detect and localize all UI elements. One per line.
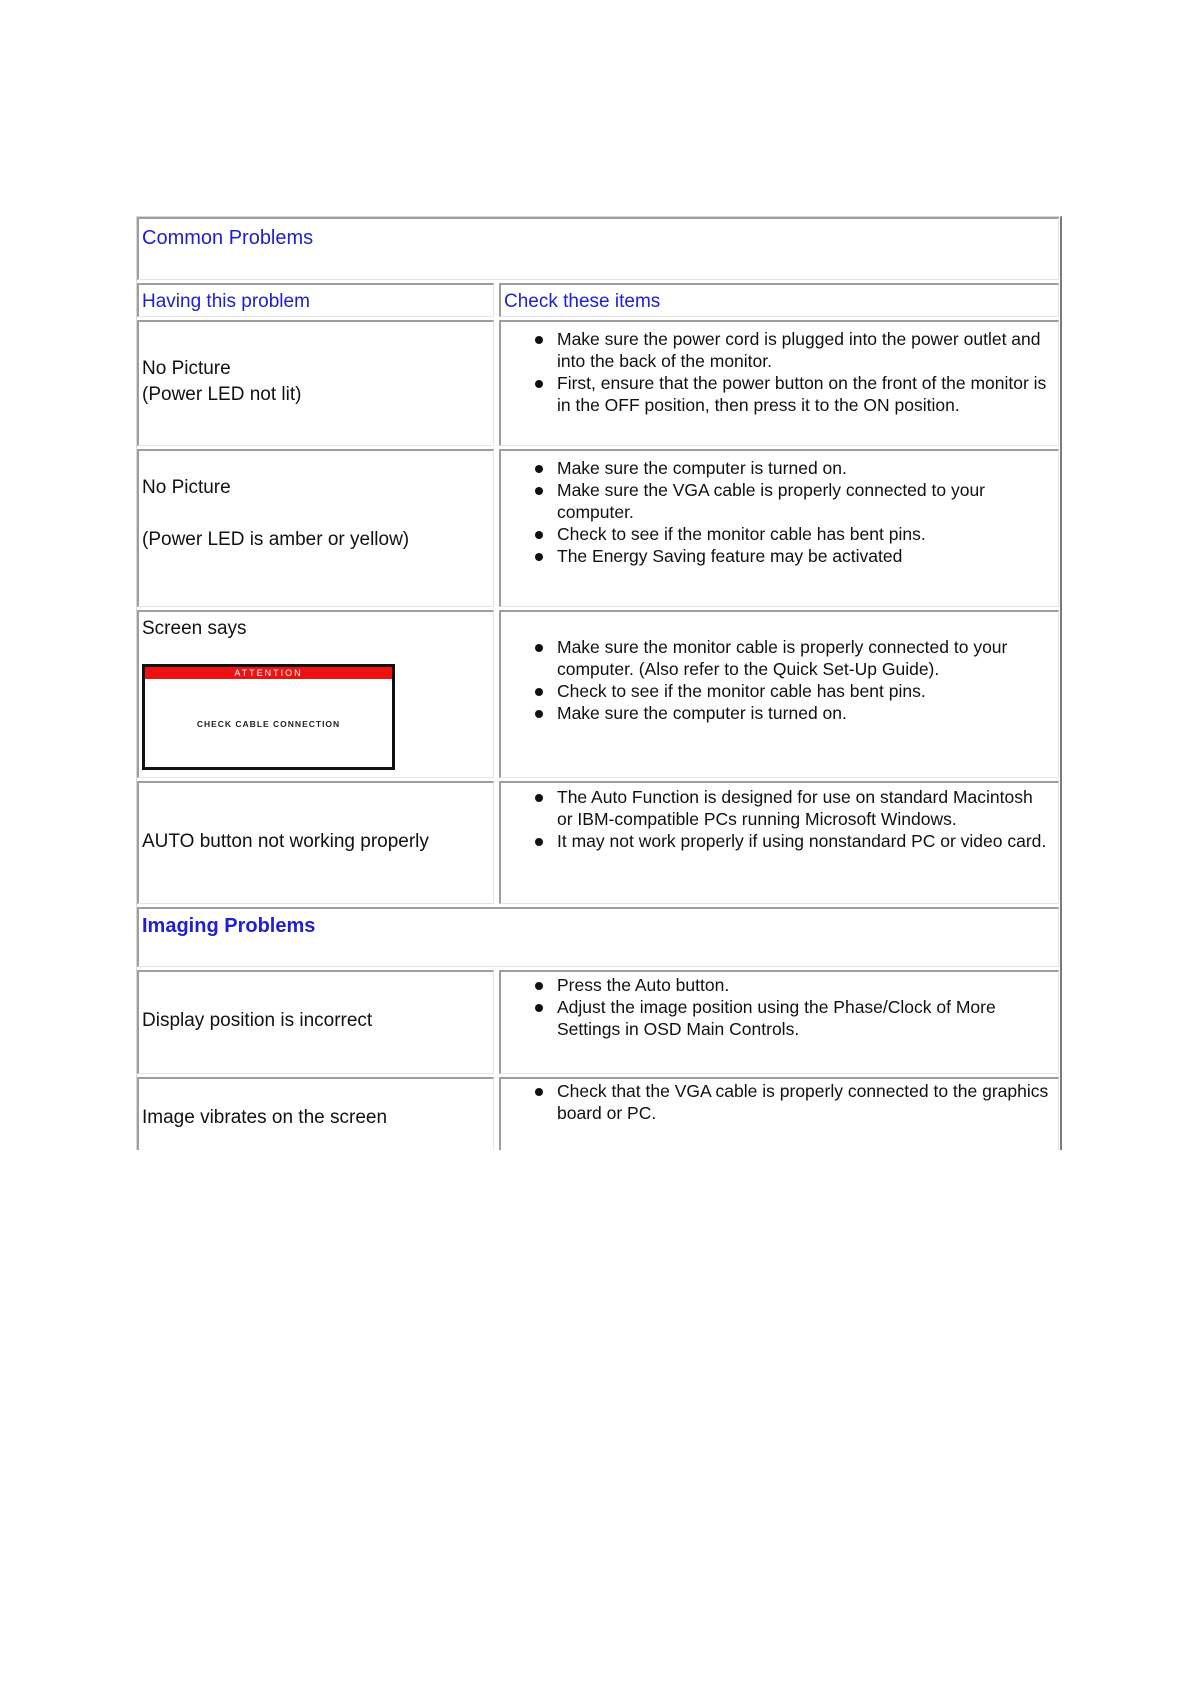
list-item bbox=[501, 680, 1058, 702]
bullet-icon bbox=[535, 487, 543, 495]
check-cell-image-vibrates bbox=[499, 1077, 1059, 1150]
list-item-text: Check to see if the monitor cable has bent pins. bbox=[557, 524, 926, 544]
list-item bbox=[501, 996, 1058, 1040]
bullet-icon bbox=[535, 336, 543, 344]
section-header-imaging bbox=[137, 907, 1059, 967]
column-header-problem-label: Having this problem bbox=[142, 291, 310, 312]
list-item-text: First, ensure that the power button on the front of the monitor is in the OFF position, then press it to the ON position. bbox=[557, 373, 1047, 415]
problem-text: Screen says bbox=[142, 618, 247, 639]
list-item-text: Check that the VGA cable is properly connected to the graphics board or PC. bbox=[557, 1081, 1049, 1123]
column-header-check bbox=[499, 283, 1059, 317]
column-header-check-label: Check these items bbox=[504, 291, 661, 312]
check-list bbox=[501, 974, 1058, 1040]
problem-cell-no-picture-led-off bbox=[137, 320, 494, 446]
list-item-text: Make sure the computer is turned on. bbox=[557, 703, 847, 723]
problem-text: Display position is incorrect bbox=[142, 1010, 373, 1031]
check-cell-no-picture-led-off bbox=[499, 320, 1059, 446]
list-item bbox=[501, 479, 1058, 523]
bullet-icon bbox=[535, 531, 543, 539]
list-item bbox=[501, 328, 1058, 372]
list-item-text: Make sure the power cord is plugged into the power outlet and into the back of the monitor. bbox=[557, 329, 1041, 371]
check-list bbox=[501, 636, 1058, 724]
list-item-text: Adjust the image position using the Phase/Clock of More Settings in OSD Main Controls. bbox=[557, 997, 996, 1039]
list-item-text: The Auto Function is designed for use on standard Macintosh or IBM-compatible PCs running Microsoft Windows. bbox=[557, 787, 1033, 829]
bullet-icon bbox=[535, 380, 543, 388]
bullet-icon bbox=[535, 465, 543, 473]
list-item bbox=[501, 372, 1058, 416]
attention-screen-image bbox=[142, 664, 395, 770]
check-list bbox=[501, 1080, 1058, 1124]
check-cell-no-picture-led-amber bbox=[499, 449, 1059, 607]
check-cell-screen-says bbox=[499, 610, 1059, 778]
list-item bbox=[501, 523, 1058, 545]
problem-text: AUTO button not working properly bbox=[142, 831, 429, 852]
list-item bbox=[501, 702, 1058, 724]
list-item-text: Make sure the monitor cable is properly connected to your computer. (Also refer to the Quick Set-Up Guide). bbox=[557, 637, 1008, 679]
bullet-icon bbox=[535, 1088, 543, 1096]
list-item-text: The Energy Saving feature may be activated bbox=[557, 546, 903, 566]
list-item bbox=[501, 830, 1058, 852]
problem-cell-no-picture-led-amber bbox=[137, 449, 494, 607]
list-item bbox=[501, 786, 1058, 830]
list-item-text: Make sure the computer is turned on. bbox=[557, 458, 847, 478]
bullet-icon bbox=[535, 1004, 543, 1012]
bullet-icon bbox=[535, 838, 543, 846]
problem-text: (Power LED not lit) bbox=[142, 384, 302, 405]
problem-cell-display-position bbox=[137, 970, 494, 1074]
attention-message: CHECK CABLE CONNECTION bbox=[196, 719, 341, 729]
problem-text: No Picture bbox=[142, 477, 231, 498]
check-list bbox=[501, 786, 1058, 852]
list-item-text: Make sure the VGA cable is properly connected to your computer. bbox=[557, 480, 986, 522]
bullet-icon bbox=[535, 553, 543, 561]
bullet-icon bbox=[535, 644, 543, 652]
list-item bbox=[501, 636, 1058, 680]
list-item-text: Press the Auto button. bbox=[557, 975, 730, 995]
problem-cell-image-vibrates bbox=[137, 1077, 494, 1150]
problem-text: No Picture bbox=[142, 358, 231, 379]
problem-text: Image vibrates on the screen bbox=[142, 1107, 388, 1128]
attention-bar: ATTENTION bbox=[145, 667, 392, 679]
problem-cell-auto-button bbox=[137, 781, 494, 904]
list-item-text: Check to see if the monitor cable has bent pins. bbox=[557, 681, 926, 701]
troubleshooting-table bbox=[136, 216, 1062, 1150]
section-title-imaging: Imaging Problems bbox=[142, 915, 316, 937]
check-cell-display-position bbox=[499, 970, 1059, 1074]
check-list bbox=[501, 328, 1058, 416]
problem-cell-screen-says bbox=[137, 610, 494, 778]
list-item bbox=[501, 457, 1058, 479]
problem-text: (Power LED is amber or yellow) bbox=[142, 529, 410, 550]
bullet-icon bbox=[535, 710, 543, 718]
list-item-text: It may not work properly if using nonstandard PC or video card. bbox=[557, 831, 1047, 851]
list-item bbox=[501, 974, 1058, 996]
list-item bbox=[501, 545, 1058, 567]
section-header-common bbox=[137, 217, 1059, 280]
bullet-icon bbox=[535, 982, 543, 990]
list-item bbox=[501, 1080, 1058, 1124]
section-title-common: Common Problems bbox=[142, 227, 314, 249]
bullet-icon bbox=[535, 794, 543, 802]
bullet-icon bbox=[535, 688, 543, 696]
check-list bbox=[501, 457, 1058, 567]
column-header-problem bbox=[137, 283, 494, 317]
check-cell-auto-button bbox=[499, 781, 1059, 904]
